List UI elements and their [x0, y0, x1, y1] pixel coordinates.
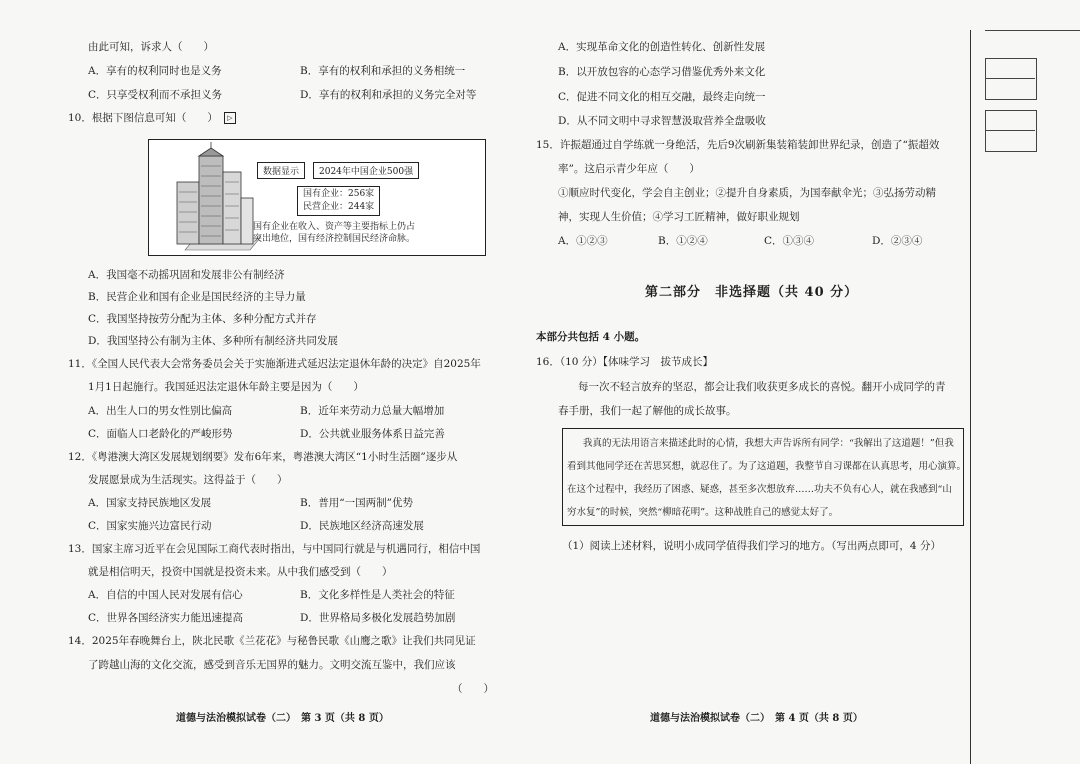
section-title: 第二部分 非选择题（共 40 分） [645, 285, 859, 300]
q11-option-d[interactable]: D．公共就业服务体系日益完善 [300, 428, 445, 440]
q16-material-box [562, 428, 967, 526]
q10-option-b[interactable]: B．民营企业和国有企业是国民经济的主导力量 [88, 291, 306, 303]
q15-option-c[interactable]: C．①③④ [764, 235, 815, 247]
q10-option-a[interactable]: A．我国毫不动摇巩固和发展非公有制经济 [88, 269, 285, 281]
figure-counts-box [297, 186, 380, 216]
q10-option-d[interactable]: D．我国坚持公有制为主体、多种所有制经济共同发展 [88, 335, 338, 347]
q15-option-a[interactable]: A．①②③ [558, 235, 608, 247]
quote-line1: 我真的无法用语言来描述此时的心情，我想大声告诉所有同学：“我解出了这道题！”但我 [583, 438, 954, 449]
figure-tag-top500: 2024年中国企业500强 [313, 162, 419, 179]
figure-note-line2: 突出地位，国有经济控制国民经济命脉。 [253, 234, 416, 244]
q9-option-d[interactable]: D．享有的权利和承担的义务完全对等 [300, 89, 477, 101]
q13-option-b[interactable]: B．文化多样性是人类社会的特征 [300, 589, 455, 601]
binding-box-lower [985, 110, 1037, 152]
q16-heading: 16．（10 分）【体味学习 拔节成长】 [536, 356, 714, 368]
q14-answer-blank[interactable]: （ ） [452, 683, 494, 695]
state-owned-count: 国有企业：256家 [303, 189, 375, 199]
binding-box-lower-divider [985, 130, 1035, 131]
binding-box-upper-divider [985, 78, 1035, 79]
q16-intro-line2: 春手册，我们一起了解他的成长故事。 [558, 405, 737, 417]
q12-option-d[interactable]: D．民族地区经济高速发展 [300, 520, 424, 532]
binding-box-upper [985, 58, 1037, 100]
q9-option-a[interactable]: A．享有的权利同时也是义务 [88, 65, 222, 77]
q15-option-b[interactable]: B．①②④ [658, 235, 708, 247]
right-page-footer: 道德与法治模拟试卷（二） 第 4 页（共 8 页） [650, 713, 863, 724]
q10-figure [148, 139, 486, 256]
q14-option-b[interactable]: B．以开放包容的心态学习借鉴优秀外来文化 [558, 66, 766, 78]
q15-stem-line1: 15．许振超通过自学练就一身绝活，先后9次刷新集装箱装卸世界纪录，创造了“振超效 [536, 139, 940, 151]
left-page-footer: 道德与法治模拟试卷（二） 第 3 页（共 8 页） [176, 713, 389, 724]
figure-note-line1: 国有企业在收入、资产等主要指标上仍占 [253, 222, 416, 232]
q9-option-b[interactable]: B．享有的权利和承担的义务相统一 [300, 65, 466, 77]
q14-stem-line2: 了跨越山海的文化交流，感受到音乐无国界的魅力。文明交流互鉴中，我们应该 [88, 659, 456, 671]
q15-stem-line3: ①顺应时代变化，学会自主创业；②提升自身素质，为国奉献伞光；③弘扬劳动精 [558, 187, 936, 199]
quote-line2: 看到其他同学还在苦思冥想，就忍住了。为了这道题，我整节自习课都在认真思考，用心演算。 [567, 461, 967, 472]
q11-option-b[interactable]: B．近年来劳动力总量大幅增加 [300, 405, 445, 417]
q9-option-c[interactable]: C．只享受权利而不承担义务 [88, 89, 223, 101]
q12-stem-line1: 12．《粤港澳大湾区发展规划纲要》发布6年来，粤港澳大湾区“1小时生活圈”逐步从 [68, 451, 458, 463]
binding-line [970, 30, 971, 764]
q14-stem-line1: 14．2025年春晚舞台上，陕北民歌《兰花花》与秘鲁民歌《山鹰之歌》让我们共同见证 [68, 635, 476, 647]
q10-stem-text: 10．根据下图信息可知（ ） [68, 112, 218, 124]
q12-option-c[interactable]: C．国家实施兴边富民行动 [88, 520, 212, 532]
q15-option-d[interactable]: D．②③④ [872, 235, 923, 247]
q16-intro-line1: 每一次不轻言放弃的坚忍，都会让我们收获更多成长的喜悦。翻开小成同学的青 [578, 381, 946, 393]
q13-option-c[interactable]: C．世界各国经济实力能迅速提高 [88, 612, 244, 624]
q12-option-a[interactable]: A．国家支持民族地区发展 [88, 497, 212, 509]
play-icon[interactable]: ▷ [224, 112, 236, 124]
q14-option-a[interactable]: A．实现革命文化的创造性转化、创新性发展 [558, 41, 766, 53]
q16-subquestion-1: （1）阅读上述材料，说明小成同学值得我们学习的地方。（写出两点即可，4 分） [562, 540, 941, 552]
q12-option-b[interactable]: B．普用“一国两制”优势 [300, 497, 413, 509]
left-page [0, 0, 530, 764]
q14-option-c[interactable]: C．促进不同文化的相互交融，最终走向统一 [558, 91, 766, 103]
q15-stem-line2: 率”。这启示青少年应（ ） [558, 163, 700, 175]
q11-stem-line2: 1月1日起施行。我国延迟法定退休年龄主要是因为（ ） [88, 381, 364, 393]
private-count: 民营企业：244家 [303, 202, 375, 212]
figure-tag-data: 数据显示 [257, 162, 305, 179]
section-note: 本部分共包括 4 小题。 [536, 331, 646, 343]
q9-intro: 由此可知，诉求人（ ） [88, 41, 214, 53]
q10-stem [68, 111, 236, 125]
q15-stem-line4: 神，实现人生价值；④学习工匠精神，做好职业规划 [558, 211, 800, 223]
q10-option-c[interactable]: C．我国坚持按劳分配为主体、多种分配方式并存 [88, 313, 317, 325]
q13-option-d[interactable]: D．世界格局多极化发展趋势加剧 [300, 612, 456, 624]
q13-stem-line1: 13．国家主席习近平在会见国际工商代表时指出，与中国同行就是与机遇同行，相信中国 [68, 543, 481, 555]
q12-stem-line2: 发展愿景成为生活现实。这得益于（ ） [88, 474, 288, 486]
skyscraper-illustration-icon [155, 142, 265, 254]
q13-stem-line2: 就是相信明天，投资中国就是投资未来。从中我们感受到（ ） [88, 566, 393, 578]
q11-option-a[interactable]: A．出生人口的男女性别比偏高 [88, 405, 233, 417]
q14-option-d[interactable]: D．从不同文明中寻求智慧汲取营养全盘吸收 [558, 115, 766, 127]
quote-line3: 在这个过程中，我经历了困惑、疑惑，甚至多次想放弃……功夫不负有心人，就在我感到“山 [567, 484, 952, 495]
q13-option-a[interactable]: A．自信的中国人民对发展有信心 [88, 589, 243, 601]
q11-stem-line1: 11．《全国人民代表大会常务委员会关于实施渐进式延迟法定退休年龄的决定》自2025年 [68, 358, 481, 370]
right-page [530, 0, 970, 764]
q11-option-c[interactable]: C．面临人口老龄化的严峻形势 [88, 428, 233, 440]
binding-rule-top [985, 30, 1080, 31]
quote-line4: 穷水复”的时候，突然“柳暗花明”。这种战胜自己的感觉太好了。 [567, 507, 839, 518]
